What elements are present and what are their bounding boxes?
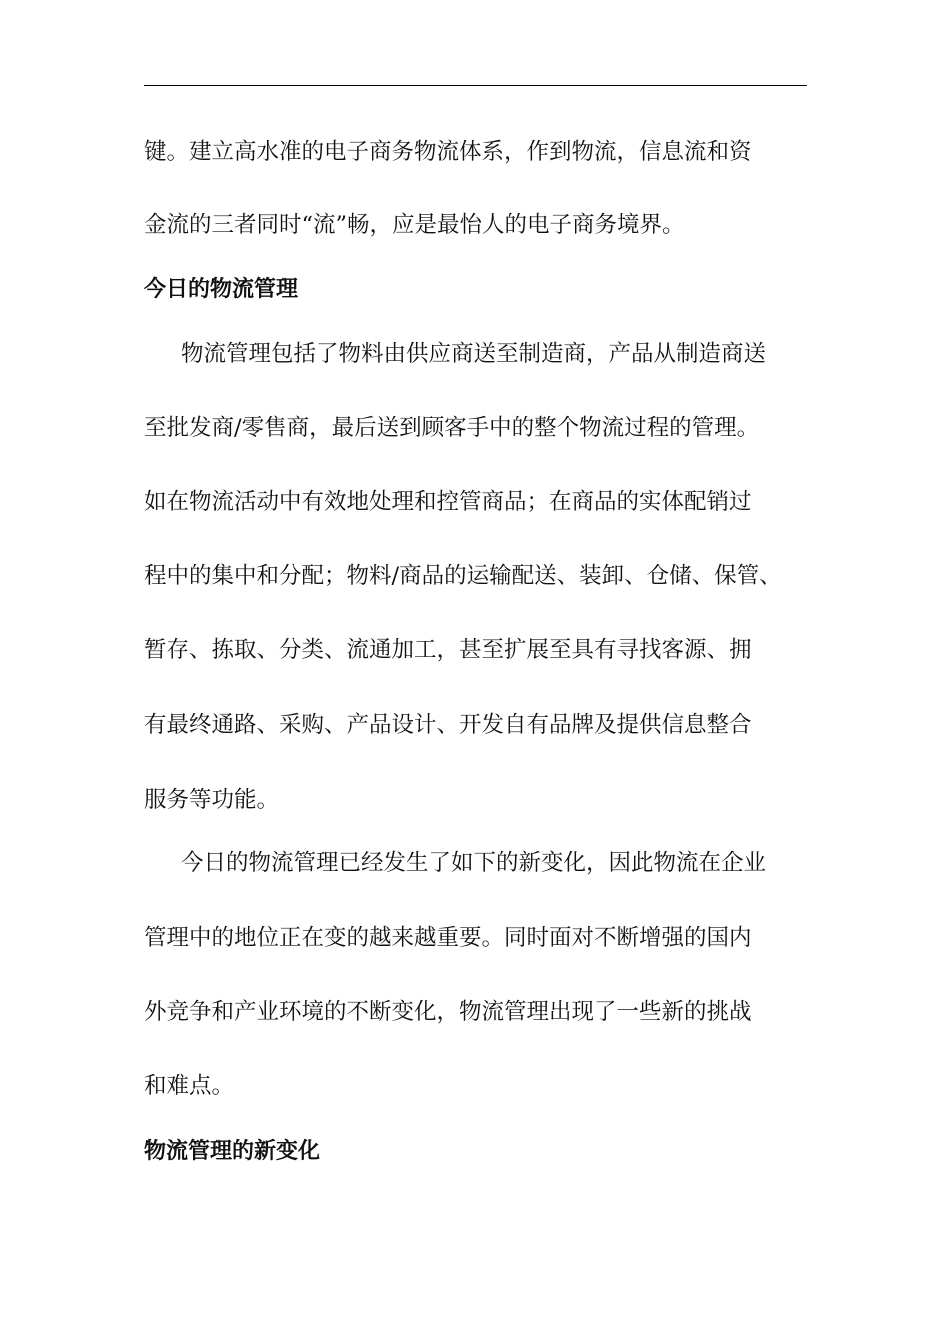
text-line: 至批发商/零售商，最后送到顾客手中的整个物流过程的管理。 bbox=[144, 415, 760, 441]
section-heading: 今日的物流管理 bbox=[144, 277, 299, 302]
text-line: 暂存、拣取、分类、流通加工，甚至扩展至具有寻找客源、拥 bbox=[144, 637, 752, 663]
text-line: 物流管理包括了物料由供应商送至制造商，产品从制造商送 bbox=[181, 341, 767, 367]
text-line: 外竞争和产业环境的不断变化，物流管理出现了一些新的挑战 bbox=[144, 999, 752, 1025]
text-line: 有最终通路、采购、产品设计、开发自有品牌及提供信息整合 bbox=[144, 712, 752, 738]
text-line: 今日的物流管理已经发生了如下的新变化，因此物流在企业 bbox=[181, 850, 767, 876]
text-line: 金流的三者同时“流”畅，应是最怡人的电子商务境界。 bbox=[144, 212, 685, 238]
text-line: 管理中的地位正在变的越来越重要。同时面对不断增强的国内 bbox=[144, 925, 752, 951]
header-rule bbox=[144, 85, 807, 86]
text-line: 程中的集中和分配；物料/商品的运输配送、装卸、仓储、保管、 bbox=[144, 563, 782, 589]
section-heading: 物流管理的新变化 bbox=[144, 1139, 321, 1164]
text-line: 如在物流活动中有效地处理和控管商品；在商品的实体配销过 bbox=[144, 489, 752, 515]
text-line: 服务等功能。 bbox=[144, 787, 280, 813]
text-line: 键。建立高水准的电子商务物流体系，作到物流，信息流和资 bbox=[144, 139, 752, 165]
text-line: 和难点。 bbox=[144, 1073, 235, 1099]
